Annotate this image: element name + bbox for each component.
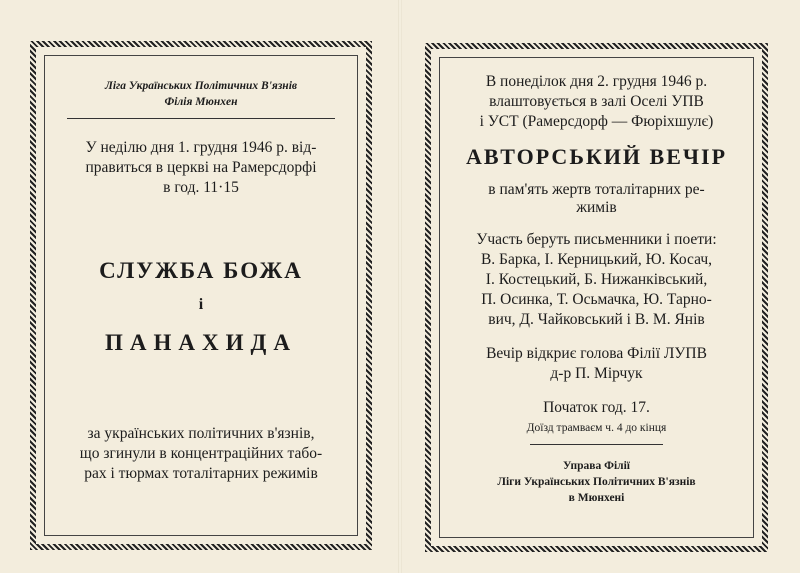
dedication-line-1: за українських політичних в'язнів, bbox=[87, 425, 315, 442]
service-line-3: в год. 11·15 bbox=[163, 179, 239, 196]
memory-line-2: жимів bbox=[576, 199, 617, 216]
evening-line-2: влаштовується в залі Оселі УПВ bbox=[489, 93, 704, 110]
fold-crease bbox=[398, 0, 402, 573]
right-panel-inner-frame bbox=[439, 57, 754, 538]
signature-rule bbox=[530, 444, 663, 445]
title-panakhyda: ПАНАХИДА bbox=[105, 330, 297, 355]
signature-line-3: в Мюнхені bbox=[568, 492, 625, 504]
dedication-line-2: що згинули в концентраційних табо- bbox=[79, 445, 323, 462]
signature-line-1: Управа Філії bbox=[562, 460, 631, 472]
opening-line-1: Вечір відкриє голова Філії ЛУПВ bbox=[486, 345, 707, 362]
title-liturgy: СЛУЖБА БОЖА bbox=[99, 258, 303, 283]
signature-line-2: Ліги Українських Політичних В'язнів bbox=[497, 476, 696, 488]
left-panel-inner-frame bbox=[44, 55, 358, 536]
participants-line-3: І. Костецький, Б. Нижанківський, bbox=[485, 271, 708, 288]
participants-line-2: В. Барка, І. Керницький, Ю. Косач, bbox=[480, 251, 713, 268]
service-line-1: У неділю дня 1. грудня 1946 р. від- bbox=[85, 139, 317, 156]
participants-line-5: вич, Д. Чайковський і В. М. Янів bbox=[488, 311, 705, 328]
header-rule bbox=[67, 118, 335, 119]
start-time: Початок год. 17. bbox=[543, 399, 650, 416]
participants-line-4: П. Осинка, Т. Осьмачка, Ю. Тарно- bbox=[481, 291, 712, 308]
dedication-line-3: рах і тюрмах тоталітарних режимів bbox=[84, 465, 318, 482]
left-panel bbox=[30, 41, 372, 550]
right-panel bbox=[425, 43, 768, 552]
title-author-evening: АВТОРСЬКИЙ ВЕЧІР bbox=[465, 144, 728, 169]
league-name: Ліга Українських Політичних В'язнів bbox=[104, 80, 298, 92]
evening-line-3: і УСТ (Рамерсдорф — Фюріхшулє) bbox=[479, 113, 714, 130]
memory-line-1: в пам'ять жертв тоталітарних ре- bbox=[488, 181, 705, 198]
branch-name: Філія Мюнхен bbox=[164, 96, 238, 108]
title-conjunction: і bbox=[198, 296, 204, 313]
transport-note: Доїзд трамваєм ч. 4 до кінця bbox=[526, 422, 667, 434]
service-line-2: правиться в церкві на Рамерсдорфі bbox=[85, 159, 317, 176]
opening-line-2: д-р П. Мірчук bbox=[550, 365, 643, 382]
evening-line-1: В понеділок дня 2. грудня 1946 р. bbox=[485, 73, 708, 90]
participants-line-1: Участь беруть письменники і поети: bbox=[476, 231, 717, 248]
